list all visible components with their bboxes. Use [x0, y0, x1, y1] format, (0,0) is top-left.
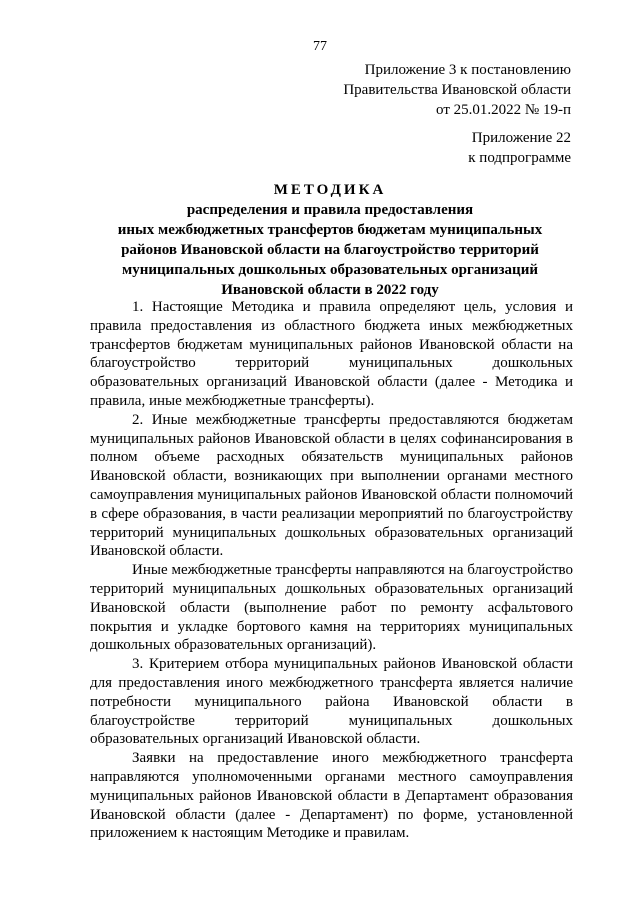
- appendix-block: [468, 128, 571, 168]
- appendix-line: Приложение 22: [471, 130, 571, 146]
- document-title: МЕТОДИКА: [273, 182, 387, 198]
- approval-line: Приложение 3 к постановлению: [364, 62, 571, 78]
- heading-line: муниципальных дошкольных образовательных организаций: [122, 262, 538, 278]
- heading-line: Ивановской области в 2022 году: [221, 282, 439, 298]
- approval-line: Правительства Ивановской области: [343, 82, 571, 98]
- heading-line: распределения и правила предоставления: [186, 202, 474, 218]
- appendix-line: к подпрограмме: [468, 150, 571, 166]
- document-body: [90, 298, 573, 843]
- paragraph: 3. Критерием отбора муниципальных районов Ивановской области для предоставления иного межбюджетного трансферта является наличие потребности муниципального района Ивановской области в благоустройстве территорий муниципальных дошкольных образовательных организаций Ивановской области.: [90, 656, 573, 748]
- heading-line: иных межбюджетных трансфертов бюджетам муниципальных: [117, 222, 543, 238]
- paragraph: Заявки на предоставление иного межбюджетного трансферта направляются уполномоченными органами местного самоуправления муниципальных районов Ивановской области в Департамент образования Ивановской области (далее - Департамент) по форме, установленной приложением к настоящим Методике и правилам.: [90, 750, 573, 842]
- paragraph: Иные межбюджетные трансферты направляются на благоустройство территорий муниципальных дошкольных образовательных организаций Ивановской области (выполнение работ по ремонту асфальтового покрытия и укладке бортового камня на территориях муниципальных дошкольных образовательных организаций).: [90, 562, 573, 654]
- heading-line: районов Ивановской области на благоустройство территорий: [121, 242, 539, 258]
- paragraph: 1. Настоящие Методика и правила определяют цель, условия и правила предоставления из областного бюджета иных межбюджетных трансфертов бюджетам муниципальных районов Ивановской области на благоустройство территорий муниципальных дошкольных образовательных организаций Ивановской области (далее - Методика и правила, иные межбюджетные трансферты).: [90, 299, 573, 409]
- document-heading: [90, 180, 570, 300]
- page-number: 77: [313, 39, 327, 54]
- paragraph: 2. Иные межбюджетные трансферты предоставляются бюджетам муниципальных районов Ивановской области в целях софинансирования в полном объеме расходных обязательств муниципальных районов Ивановской области, возникающих при выполнении органами местного самоуправления муниципальных районов Ивановской области полномочий в сфере образования, в части реализации мероприятий по благоустройству территорий муниципальных дошкольных образовательных организаций Ивановской области.: [90, 411, 573, 560]
- approval-line: от 25.01.2022 № 19-п: [436, 102, 571, 118]
- approval-block: [343, 60, 571, 120]
